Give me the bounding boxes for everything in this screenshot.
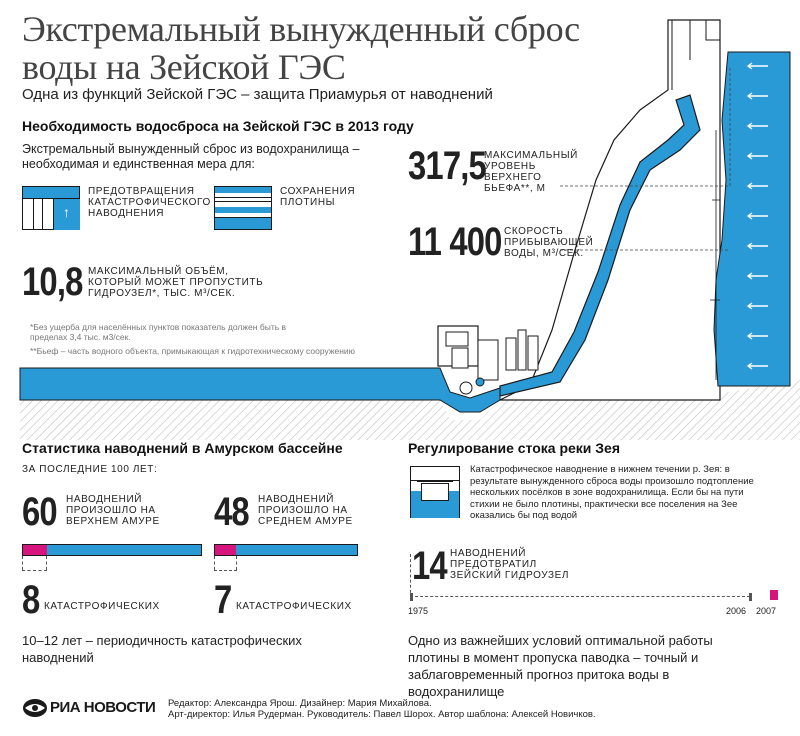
page-subtitle: Одна из функций Зейской ГЭС – защита Приамурья от наводнений [22,86,493,103]
middle-amur-caption: НАВОДНЕНИЙ ПРОИЗОШЛО НА СРЕДНЕМ АМУРЕ [258,494,353,527]
timeline-year-end: 2007 [756,606,777,616]
timeline-2007-marker [770,590,778,600]
regulation-description: Катастрофическое наводнение в нижнем течении р. Зея: в результате вынужденного сброса воды произошло подтопление нескольких посёлков в зоне водохранилища. Если бы на пути стихии не было плотины, практически все поселения на Зее оказались бы под водой [470,464,754,521]
necessity-heading: Необходимость водосброса на Зейской ГЭС в 2013 году [22,118,414,134]
ria-logo-icon [22,698,48,718]
flood-prevention-icon: ↑ [22,186,80,230]
upper-amur-bar [22,544,202,556]
footnote-1: *Без ущерба для населённых пунктов показатель должен быть в пределах 3,4 тыс. м3/сек. [30,322,287,342]
flooded-house-icon [410,466,460,518]
stats-period: ЗА ПОСЛЕДНИЕ 100 ЛЕТ: [22,464,158,475]
volume-value: 10,8 [22,260,83,304]
periodicity-text: 10–12 лет – периодичность катастрофических наводнений [22,633,302,665]
prevented-value: 14 [412,544,447,588]
speed-caption: СКОРОСТЬ ПРИБЫВАЮЩЕЙ ВОДЫ, М³/СЕК. [504,226,594,259]
necessity-intro: Экстремальный вынужденный сброс из водохранилища – необходимая и единственная мера для: [22,142,360,171]
dam-preservation-label: СОХРАНЕНИЯ ПЛОТИНЫ [280,186,356,208]
regulation-conclusion: Одно из важнейших условий оптимальной работы плотины в момент пропуска паводка – точный и заблаговременный прогноз притока воды в водохранилище [408,633,713,699]
credits-line-2: Арт-директор: Илья Рудерман. Руководитель: Павел Шорох. Автор шаблона: Алексей Новичков. [168,709,596,720]
timeline-year-mid: 2006 [726,606,747,616]
middle-amur-catastrophic-fill [215,545,236,555]
page-title: Экстремальный вынужденный сброс воды на Зейской ГЭС [22,9,580,87]
dam-preservation-icon [214,186,272,230]
upper-amur-catastrophic-caption: КАТАСТРОФИЧЕСКИХ [44,601,160,612]
upper-amur-value: 60 [22,490,57,534]
timeline-year-start: 1975 [408,606,429,616]
level-value: 317,5 [408,144,486,188]
credits-line-1: Редактор: Александра Ярош. Дизайнер: Мария Михайлова. [168,698,432,709]
prevented-caption: НАВОДНЕНИЙ ПРЕДОТВРАТИЛ ЗЕЙСКИЙ ГИДРОУЗЕЛ [450,548,570,581]
regulation-heading: Регулирование стока реки Зея [408,440,621,456]
footnote-2: **Бьеф – часть водного объекта, примыкающая к гидротехническому сооружению [30,346,356,356]
middle-amur-bar [214,544,358,556]
stats-heading: Статистика наводнений в Амурском бассейне [22,440,343,456]
volume-caption: МАКСИМАЛЬНЫЙ ОБЪЁМ, КОТОРЫЙ МОЖЕТ ПРОПУСТИТЬ ГИДРОУЗЕЛ*, ТЫС. М³/СЕК. [88,266,264,299]
level-caption: МАКСИМАЛЬНЫЙ УРОВЕНЬ ВЕРХНЕГО БЬЕФА**, М [484,150,578,194]
flood-prevention-label: ПРЕДОТВРАЩЕНИЯ КАТАСТРОФИЧЕСКОГО НАВОДНЕНИЯ [88,186,211,219]
ria-logo-text: РИА НОВОСТИ [50,699,156,716]
upper-amur-catastrophic-value: 8 [22,578,40,622]
middle-amur-value: 48 [214,490,249,534]
upper-amur-caption: НАВОДНЕНИЙ ПРОИЗОШЛО НА ВЕРХНЕМ АМУРЕ [66,494,160,527]
middle-amur-catastrophic-caption: КАТАСТРОФИЧЕСКИХ [236,601,352,612]
speed-value: 11 400 [408,220,502,264]
upper-amur-catastrophic-fill [23,545,47,555]
middle-amur-catastrophic-value: 7 [214,578,232,622]
